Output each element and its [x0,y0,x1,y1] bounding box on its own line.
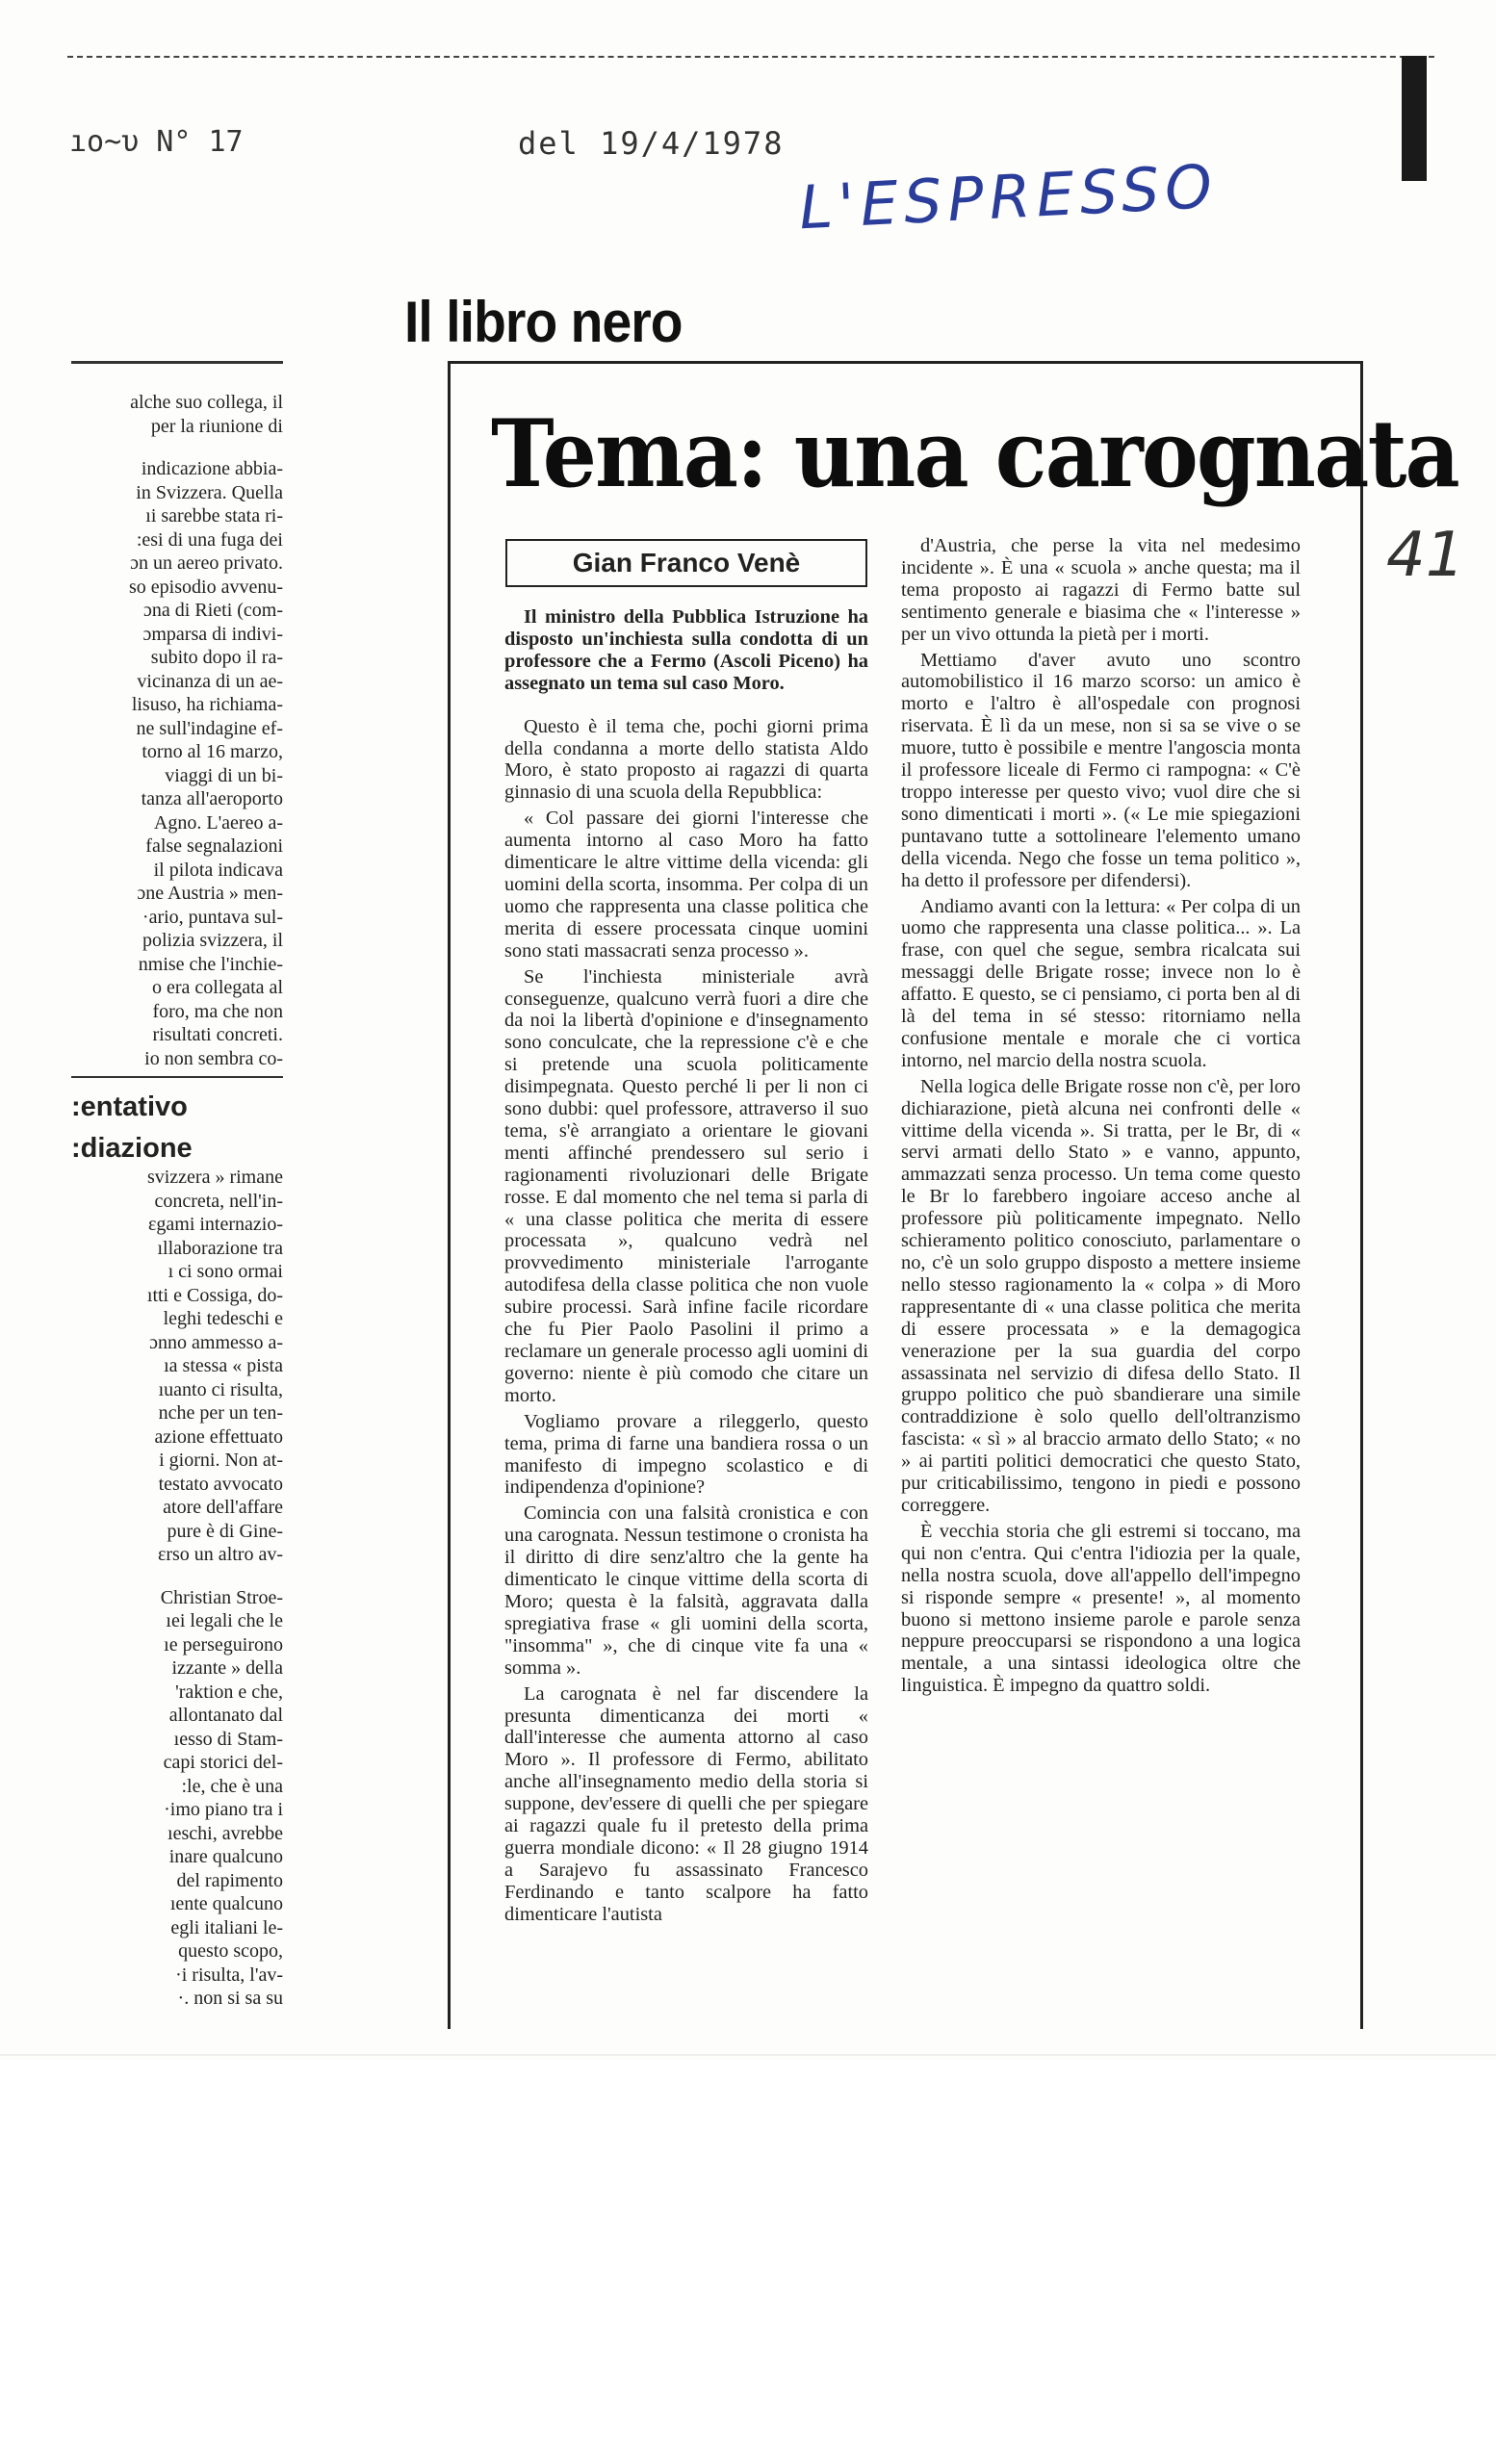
side-column-line: viaggi di un bi- [165,764,283,786]
side-column-line: ı ci sono ormai [168,1261,283,1282]
side-column-line: allontanato dal [168,1705,283,1726]
side-column-line: ·i risulta, l'av- [175,1964,283,1986]
side-column-line: ıtti e Cossiga, do- [146,1284,283,1306]
article-paragraph: Nella logica delle Brigate rosse non c'è, per loro dichiarazione, pietà alcuna nei confronti delle « vittime della vicenda ». Si tratta, per le Br, di « servi armati dello Stato » e vanno, appunto, ammazzati senza processo. Un tema come questo le Br lo farebbero ingoiare acceso anche al professore più politicamente impegnato. Nello schieramento politico conosciuto, parlamentare o no, c'è un solo gruppo disposto a mettere insieme nello stesso ragionamento la « colpa » di Moro rappresentante di « una classe politica che merita di essere processata » e la demagogica venerazione per la sua guardia del corpo assassinata nel servizio di difesa dello Stato. Il gruppo politico che può sbandierare una simile contraddizione è solo quello dell'oltranzismo fascista: « sì » al braccio armato dello Stato; « no » ai partiti politici democratici che questo Stato, pur criticabilissimo, tengono in piedi e possono correggere. [901,1075,1301,1516]
side-column-line: polizia svizzera, il [142,930,283,951]
side-column-line: svizzera » rimane [146,1167,283,1188]
side-column-line: alche suo collega, il [130,392,283,413]
side-column-line: ıente qualcuno [169,1893,283,1914]
side-column-line: nmise che l'inchie- [138,953,283,975]
side-column-line: per la riunione di [150,415,283,437]
side-column-line: ne sull'indagine ef- [136,717,283,739]
side-column-line: ıesso di Stam- [173,1728,283,1750]
side-column-line: leghi tedeschi e [163,1308,283,1329]
side-column-line: atore dell'affare [163,1497,283,1518]
side-column-line: ıi sarebbe stata ri- [145,505,283,526]
side-column-line: del rapimento [176,1869,283,1891]
side-column-line: azione effettuato [154,1425,283,1448]
side-column-line: :le, che è una [181,1775,283,1797]
side-column-line: lisuso, ha richiama- [131,694,283,715]
side-column-line: il pilota indicava [153,859,283,881]
side-column-block-1 [71,391,283,1070]
side-column-line: tanza all'aeroporto [141,788,283,809]
side-column-line: ɛrso un altro av- [157,1544,283,1565]
article-paragraph: Vogliamo provare a rileggerlo, questo tema, prima di farne una bandiera rossa o un manifesto di impegno scolastico e di indipendenza d'opinione? [504,1410,868,1499]
side-column-line: ɔnno ammesso a- [149,1331,283,1353]
article-paragraph: È vecchia storia che gli estremi si toccano, ma qui non c'entra. Qui c'entra l'idiozia per la quale, nella nostra scuola, dove all'appello dell'impegno si risponde sempre « presente! », al momento buono si mettono insieme parole e parole senza neppure preoccuparsi se rispondono a una logica mentale, a una sintassi ideologica oltre che linguistica. È impegno da quattro soldi. [901,1520,1301,1697]
side-column-line: concreta, nell'in- [154,1190,283,1212]
article-paragraph: Andiamo avanti con la lettura: « Per colpa di un uomo che rappresenta una classe politica... ». La frase, con quel che segue, sembra ricalcata sui messaggi delle Brigate rosse; invece non lo è affatto. E questo, se ci pensiamo, ci porta ben al di là del tema in sé stesso: ritorniamo nella confusione mentale e morale che ci vortica intorno, nel marcio della nostra scuola. [901,895,1301,1071]
side-column-subhead-2: :diazione [71,1132,193,1164]
side-column-line: nche per un ten- [158,1402,283,1424]
side-column-line: torno al 16 marzo, [142,741,283,762]
article-column-2 [901,535,1301,2022]
side-column-line: ɔne Austria » men- [137,883,283,904]
side-column-line: so episodio avvenu- [129,576,283,598]
article-paragraph: d'Austria, che perse la vita nel medesimo incidente ». È una « scuola » anche questa; ma il tema proposto ai ragazzi di Fermo batte sul sentimento generale e biasima che « l'interesse » per un vivo ottunda la pietà per i morti. [901,535,1301,645]
corner-mark [1402,56,1427,181]
side-column-line: ɔn un aereo privato. [130,552,283,574]
side-column-line: inare qualcuno [168,1846,283,1867]
side-column-line: vicinanza di un ae- [137,670,283,692]
side-column-line: testato avvocato [158,1473,283,1495]
issue-number: ıo~υ N° 17 [69,125,244,159]
article-column-1 [504,606,868,2021]
side-column-line: ıeschi, avrebbe [168,1822,283,1844]
side-column-rule [71,1076,283,1078]
side-column-line: capi storici del- [163,1752,283,1773]
side-column-line: ıllaborazione tra [157,1237,283,1259]
page-number-handwriting: 41 [1386,520,1465,591]
side-column-line: Agno. L'aereo a- [153,811,283,834]
article-paragraph: « Col passare dei giorni l'interesse che aumenta intorno al caso Moro ha fatto dimenticare le altre vittime della vicenda: gli uomini della scorta, insomma. Per colpa di un uomo che rappresenta una classe politica che merita di essere processata cinque uomini sono stati massacrati senza processo ». [504,808,868,962]
article-paragraph: La carognata è nel far discendere la presunta dimenticanza dei morti « dall'interesse che aumenta attorno al caso Moro ». Il professore di Fermo, abilitato anche all'insegnamento medio della storia si suppone, dev'essere di quelli che per spiegare ai ragazzi quale fu il pretesto della prima guerra mondiale dicono: « Il 28 giugno 1914 a Sarajevo fu assassinato Francesco Ferdinando e tanto scalpore ha fatto dimenticare l'autista [504,1682,868,1925]
article-paragraph: Mettiamo d'aver avuto uno scontro automobilistico il 16 marzo scorso: un amico è morto e l'altro è all'ospedale con prognosi riservata. È lì da un mese, non si sa se vive o se muore, tutto è possibile e mentre l'angoscia monta il professore liceale di Fermo ci rampogna: « C'è troppo interesse per questo vivo; vuol dire che si sono dimenticati i morti ». (« Le mie spiegazioni puntavano tutte a sottolineare l'elemento umano della vicenda. Nego che fosse un tema politico », ha detto il professore per difendersi). [901,649,1301,891]
side-column-line: ·imo piano tra i [164,1799,283,1820]
article-paragraph: Se l'inchiesta ministeriale avrà conseguenze, qualcuno verrà fuori a dire che da noi la libertà d'opinione e d'insegnamento sono conculcate, che la repressione c'è e che si pretende una scuola politicamente disimpegnata. Questo perché li per li non ci sono dubbi: quel professore, attraverso il suo tema, s'è arrangiato a orientare le giovani menti affinché prendessero sul serio i ragionamenti rivoluzionari delle Brigate rosse. E dal momento che nel tema si parla di « una classe politica che merita di essere processata », qualcuno vedrà nel provvedimento ministeriale l'arrogante autodifesa della classe politica che non vuole subire processi. Sarà infine facile ricordare che fu Pier Paolo Pasolini il primo a reclamare un generale processo agli uomini di governo: niente è più comodo che citare un morto. [504,965,868,1406]
side-column-line: ıuanto ci risulta, [158,1378,283,1400]
side-column-line: ·ario, puntava sul- [142,906,283,928]
article-paragraph: Comincia con una falsità cronistica e con una carognata. Nessun testimone o cronista ha il diritto di dire senz'altro che la gente ha dimenticato le cinque vittime della scorta di Moro; questa è la falsità, aggravata dalla spregiativa frase « gli uomini della scorta, "insomma" », che di cinque vite fa una « somma ». [504,1502,868,1679]
side-column-line: 'raktion e che, [175,1681,283,1703]
side-column-line: egli italiani le- [170,1916,283,1938]
side-column-line: ıe perseguirono [164,1633,283,1656]
side-column-line: io non sembra co- [144,1047,283,1069]
side-column-line: false segnalazioni [145,835,283,857]
header-rule [67,56,1434,58]
side-column-subhead-1: :entativo [71,1091,188,1122]
side-column-line: ·. non si sa su [177,1988,283,2009]
side-column-line: o era collegata al [151,977,283,998]
side-column-line: ɔmparsa di indivi- [142,623,283,645]
side-column-line: foro, ma che non [152,1000,283,1022]
side-column-line: izzante » della [171,1657,283,1679]
scan-edge [0,2054,1496,2056]
side-column-line: ɔna di Rieti (com- [143,600,283,621]
side-column-line: ıei legali che le [166,1610,283,1631]
side-column-line: subito dopo il ra- [150,647,283,668]
side-column-line: i giorni. Non at- [159,1450,283,1471]
side-column-line: indicazione abbia- [141,458,283,479]
issue-date: del 19/4/1978 [518,125,785,162]
side-column-line: ıa stessa « pista [164,1355,283,1376]
side-column-block-2 [71,1166,283,2011]
side-column-line: pure è di Gine- [167,1520,283,1542]
article-headline: Tema: una carognata [491,399,1458,508]
side-column-line: Christian Stroe- [160,1586,283,1608]
side-column-line [71,1567,283,1586]
side-column-line [71,438,283,457]
side-column-line: :esi di una fuga dei [136,528,283,551]
side-column-line: questo scopo, [178,1940,283,1962]
article-byline: Gian Franco Venè [505,539,867,587]
section-kicker: Il libro nero [404,290,683,354]
article-column-1-body [504,716,868,1926]
source-handwriting: L'ESPRESSO [797,150,1220,244]
article-lead: Il ministro della Pubblica Istruzione ha disposto un'inchiesta sulla condotta di un professore che a Fermo (Ascoli Piceno) ha assegnato un tema sul caso Moro. [504,606,868,694]
article-column-2-body [901,535,1301,1697]
side-column-line: ɛgami internazio- [147,1214,283,1235]
side-column-line: in Svizzera. Quella [136,481,283,503]
article-paragraph: Questo è il tema che, pochi giorni prima della condanna a morte dello statista Aldo Moro, è stato proposto ai ragazzi di quarta ginnasio di una scuola della Repubblica: [504,715,868,804]
side-column-line: risultati concreti. [152,1024,283,1045]
side-column [71,361,283,2085]
